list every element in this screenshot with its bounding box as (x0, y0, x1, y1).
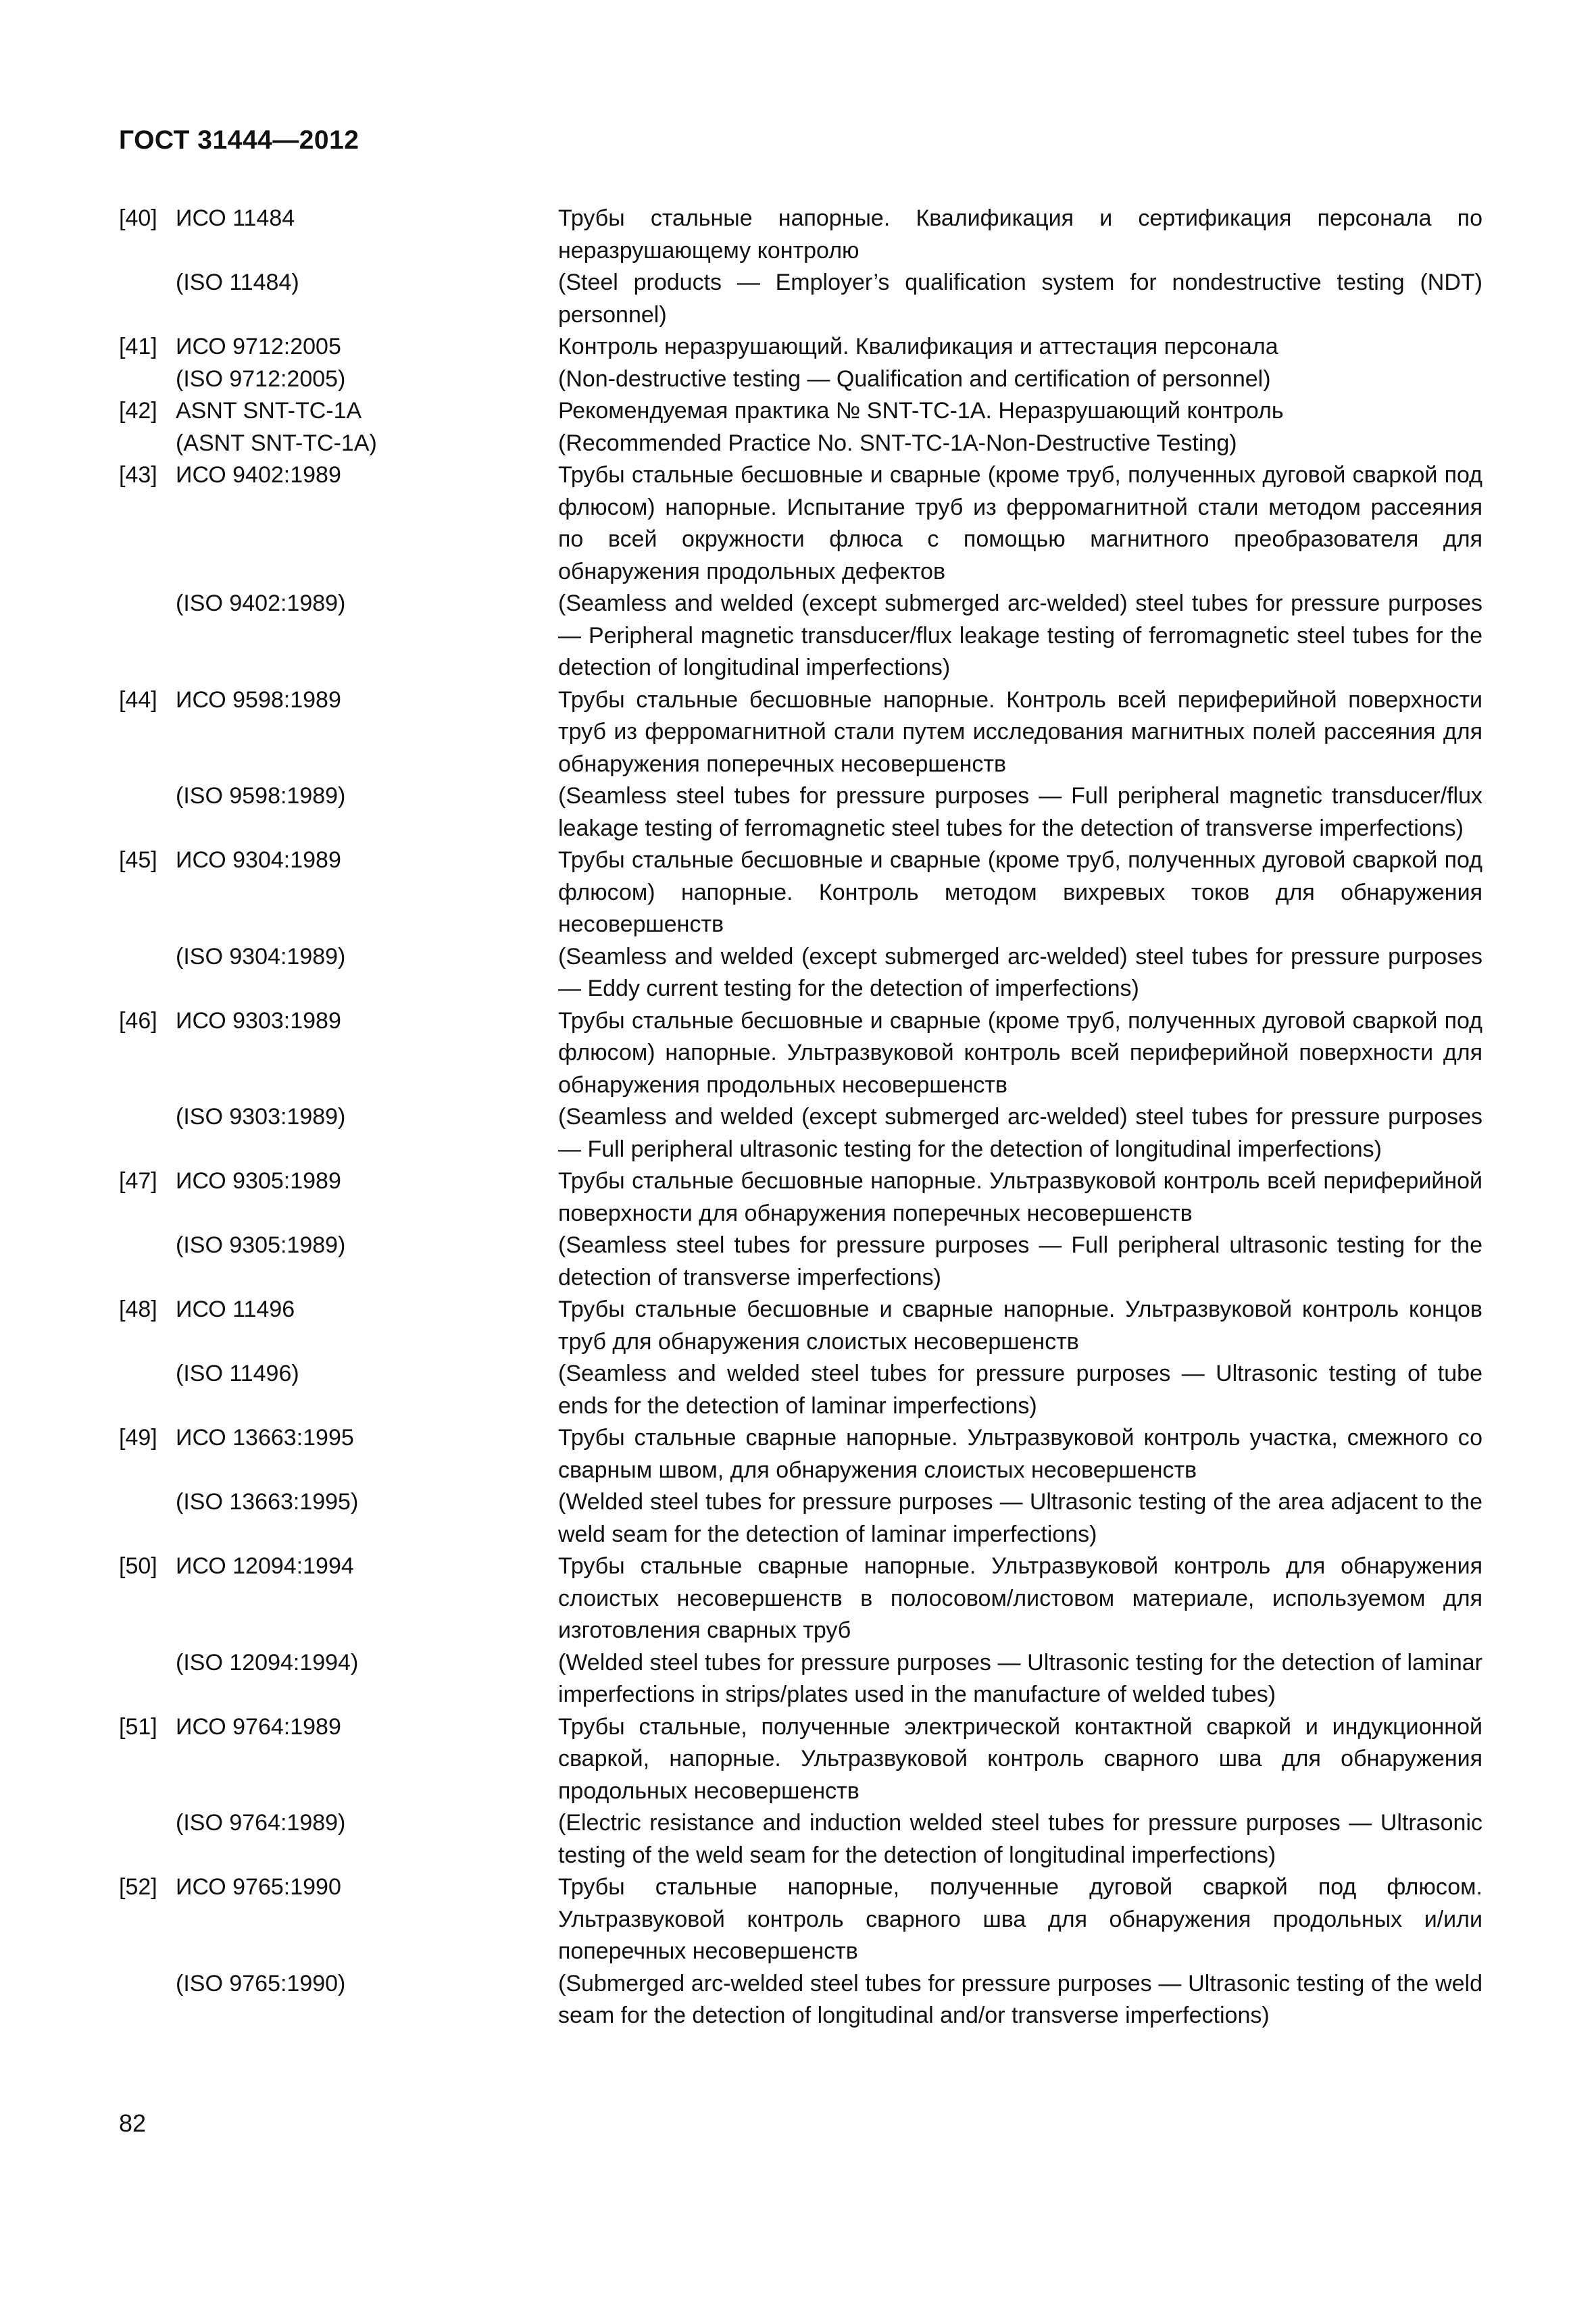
reference-number: [51] (119, 1713, 157, 1740)
reference-row-en (119, 1358, 1482, 1422)
reference-number: [50] (119, 1553, 157, 1579)
reference-row-ru (119, 395, 1482, 428)
reference-row-ru (119, 1165, 1482, 1230)
reference-designation (119, 395, 558, 428)
reference-designation (119, 203, 558, 235)
reference-entry (119, 395, 1482, 459)
reference-title-en: (Welded steel tubes for pressure purposes — Ultrasonic testing of the area adjacent to the weld seam for the detection of laminar imperfections) (558, 1489, 1482, 1547)
reference-code: ИСО 9305:1989 (176, 1168, 341, 1194)
reference-title-en: (Seamless and welded (except submerged arc-welded) steel tubes for pressure purposes — Full peripheral ultrasonic testing for the detection of longitudinal imperfections) (558, 1104, 1482, 1162)
reference-entry (119, 684, 1482, 845)
reference-iso-code: (ISO 12094:1994) (176, 1649, 359, 1676)
reference-code: ИСО 9764:1989 (176, 1713, 341, 1740)
reference-row-ru (119, 1551, 1482, 1647)
reference-title-en: (Welded steel tubes for pressure purposes — Ultrasonic testing for the detection of laminar imperfections in strips/plates used in the manufacture of welded tubes) (558, 1649, 1482, 1707)
reference-title-en: (Submerged arc-welded steel tubes for pressure purposes — Ultrasonic testing of the weld seam for the detection of longitudinal and/or transverse imperfections) (558, 1970, 1482, 2028)
reference-row-ru (119, 459, 1482, 588)
reference-code: ИСО 9304:1989 (176, 847, 341, 873)
reference-designation (119, 1005, 558, 1038)
reference-title-ru: Трубы стальные напорные, полученные дуговой сваркой под флюсом. Ультразвуковой контроль сварного шва для обнаружения продольных и/или поперечных несовершенств (558, 1874, 1482, 1964)
reference-code: ИСО 11496 (176, 1297, 295, 1322)
reference-title-ru: Трубы стальные бесшовные напорные. Контроль всей периферийной поверхности труб из ферромагнитной стали путем исследования магнитных полей рассеяния для обнаружения поперечных несовершенств (558, 686, 1482, 777)
reference-iso-code: (ISO 9712:2005) (176, 366, 346, 392)
reference-code: ASNT SNT-TC-1A (176, 398, 362, 424)
reference-row-en (119, 267, 1482, 331)
reference-row-en (119, 363, 1482, 396)
reference-title-en: (Non-destructive testing — Qualification and certification of personnel) (558, 366, 1271, 392)
reference-row-ru (119, 1422, 1482, 1486)
reference-title-ru: Трубы стальные бесшовные и сварные (кроме труб, полученных дуговой сваркой под флюсом) напорные. Испытание труб из ферромагнитной стали методом рассеяния по всей окружности флюса с помощью магнитного преобразователя для обнаружения продольных дефектов (558, 462, 1482, 584)
reference-row-en (119, 780, 1482, 845)
reference-number: [46] (119, 1007, 157, 1034)
page-number: 82 (119, 2109, 147, 2137)
reference-entry (119, 1711, 1482, 1872)
reference-row-ru (119, 1005, 1482, 1102)
reference-number: [43] (119, 462, 157, 488)
reference-title-en: (Seamless and welded steel tubes for pressure purposes — Ultrasonic testing of tube ends for the detection of laminar imperfections) (558, 1361, 1482, 1419)
reference-designation (119, 1551, 558, 1583)
reference-iso-code: (ISO 9765:1990) (176, 1970, 346, 1996)
reference-number: [48] (119, 1297, 157, 1322)
reference-iso-code: (ISO 13663:1995) (176, 1489, 359, 1515)
reference-iso-code: (ISO 9304:1989) (176, 943, 346, 970)
reference-title-en: (Seamless and welded (except submerged arc-welded) steel tubes for pressure purposes — Peripheral magnetic transducer/flux leakage testing of ferromagnetic steel tubes for the detection of longitudinal imperfections) (558, 590, 1482, 680)
reference-row-ru (119, 1294, 1482, 1358)
reference-list (119, 203, 1482, 2032)
reference-entry (119, 203, 1482, 331)
reference-row-ru (119, 1871, 1482, 1968)
reference-designation (119, 1711, 558, 1744)
reference-row-en (119, 1807, 1482, 1871)
reference-designation (119, 1165, 558, 1198)
reference-iso-code: (ASNT SNT-TC-1A) (176, 430, 377, 456)
reference-entry (119, 459, 1482, 684)
reference-entry (119, 1422, 1482, 1551)
reference-title-en: (Electric resistance and induction welded steel tubes for pressure purposes — Ultrasonic testing of the weld seam for the detection of longitudinal imperfections) (558, 1810, 1482, 1868)
reference-title-ru: Трубы стальные, полученные электрической контактной сваркой и индукционной сваркой, напорные. Ультразвуковой контроль сварного шва для обнаружения продольных несовершенств (558, 1713, 1482, 1804)
reference-title-en: (Steel products — Employer’s qualification system for nondestructive testing (NDT) personnel) (558, 270, 1482, 328)
reference-row-ru (119, 1711, 1482, 1808)
reference-designation (119, 1422, 558, 1455)
reference-row-en (119, 1968, 1482, 2032)
reference-code: ИСО 11484 (176, 205, 295, 231)
reference-number: [49] (119, 1425, 157, 1451)
reference-entry (119, 1005, 1482, 1166)
reference-designation (119, 331, 558, 363)
reference-title-ru: Рекомендуемая практика № SNT-TC-1A. Неразрушающий контроль (558, 398, 1284, 424)
reference-row-ru (119, 684, 1482, 781)
reference-number: [45] (119, 847, 157, 873)
reference-entry (119, 331, 1482, 395)
reference-row-en (119, 1647, 1482, 1711)
reference-title-en: (Seamless steel tubes for pressure purposes — Full peripheral magnetic transducer/flux leakage testing of ferromagnetic steel tubes for the detection of transverse imperfections) (558, 783, 1482, 841)
reference-code: ИСО 9402:1989 (176, 462, 341, 488)
reference-entry (119, 845, 1482, 1005)
reference-title-en: (Seamless and welded (except submerged arc-welded) steel tubes for pressure purposes — Eddy current testing for the detection of imperfections) (558, 943, 1482, 1001)
reference-title-ru: Трубы стальные бесшовные и сварные напорные. Ультразвуковой контроль концов труб для обнаружения слоистых несовершенств (558, 1297, 1482, 1355)
reference-iso-code: (ISO 9402:1989) (176, 590, 346, 616)
reference-row-en (119, 1486, 1482, 1551)
reference-number: [41] (119, 334, 157, 359)
reference-code: ИСО 9765:1990 (176, 1874, 341, 1900)
reference-title-ru: Контроль неразрушающий. Квалификация и аттестация персонала (558, 334, 1278, 359)
reference-title-ru: Трубы стальные бесшовные и сварные (кроме труб, полученных дуговой сваркой под флюсом) напорные. Контроль методом вихревых токов для обнаружения несовершенств (558, 847, 1482, 937)
reference-row-en (119, 588, 1482, 684)
reference-row-en (119, 1230, 1482, 1294)
reference-row-en (119, 428, 1482, 460)
reference-title-ru: Трубы стальные напорные. Квалификация и сертификация персонала по неразрушающему контролю (558, 205, 1482, 263)
reference-designation (119, 845, 558, 877)
reference-row-ru (119, 845, 1482, 941)
reference-title-ru: Трубы стальные бесшовные напорные. Ультразвуковой контроль всей периферийной поверхности для обнаружения поперечных несовершенств (558, 1168, 1482, 1226)
reference-row-ru (119, 203, 1482, 267)
reference-entry (119, 1871, 1482, 2032)
reference-entry (119, 1165, 1482, 1294)
reference-title-en: (Recommended Practice No. SNT-TC-1A-Non-Destructive Testing) (558, 430, 1237, 456)
reference-code: ИСО 9303:1989 (176, 1007, 341, 1034)
reference-number: [47] (119, 1168, 157, 1194)
reference-row-en (119, 1101, 1482, 1165)
reference-number: [44] (119, 686, 157, 713)
reference-iso-code: (ISO 9303:1989) (176, 1104, 346, 1130)
reference-title-ru: Трубы стальные сварные напорные. Ультразвуковой контроль участка, смежного со сварным швом, для обнаружения слоистых несовершенств (558, 1425, 1482, 1483)
reference-entry (119, 1551, 1482, 1711)
reference-row-ru (119, 331, 1482, 363)
reference-number: [52] (119, 1874, 157, 1900)
reference-iso-code: (ISO 9305:1989) (176, 1232, 346, 1258)
reference-iso-code: (ISO 11484) (176, 270, 299, 295)
reference-iso-code: (ISO 9598:1989) (176, 783, 346, 809)
reference-designation (119, 684, 558, 717)
reference-designation (119, 1871, 558, 1904)
reference-code: ИСО 12094:1994 (176, 1553, 354, 1579)
reference-row-en (119, 941, 1482, 1005)
reference-designation (119, 459, 558, 492)
reference-iso-code: (ISO 11496) (176, 1361, 299, 1386)
reference-entry (119, 1294, 1482, 1422)
reference-number: [40] (119, 205, 157, 231)
reference-title-ru: Трубы стальные сварные напорные. Ультразвуковой контроль для обнаружения слоистых несовершенств в полосовом/листовом материале, используемом для изготовления сварных труб (558, 1553, 1482, 1643)
reference-designation (119, 1294, 558, 1326)
reference-iso-code: (ISO 9764:1989) (176, 1810, 346, 1836)
reference-code: ИСО 13663:1995 (176, 1425, 354, 1451)
reference-title-en: (Seamless steel tubes for pressure purposes — Full peripheral ultrasonic testing for the detection of transverse imperfections) (558, 1232, 1482, 1290)
reference-code: ИСО 9598:1989 (176, 686, 341, 713)
reference-title-ru: Трубы стальные бесшовные и сварные (кроме труб, полученных дуговой сваркой под флюсом) напорные. Ультразвуковой контроль всей периферийной поверхности для обнаружения продольных несовершенств (558, 1007, 1482, 1098)
reference-code: ИСО 9712:2005 (176, 334, 341, 359)
reference-number: [42] (119, 398, 157, 424)
page-title: ГОСТ 31444—2012 (119, 126, 359, 155)
